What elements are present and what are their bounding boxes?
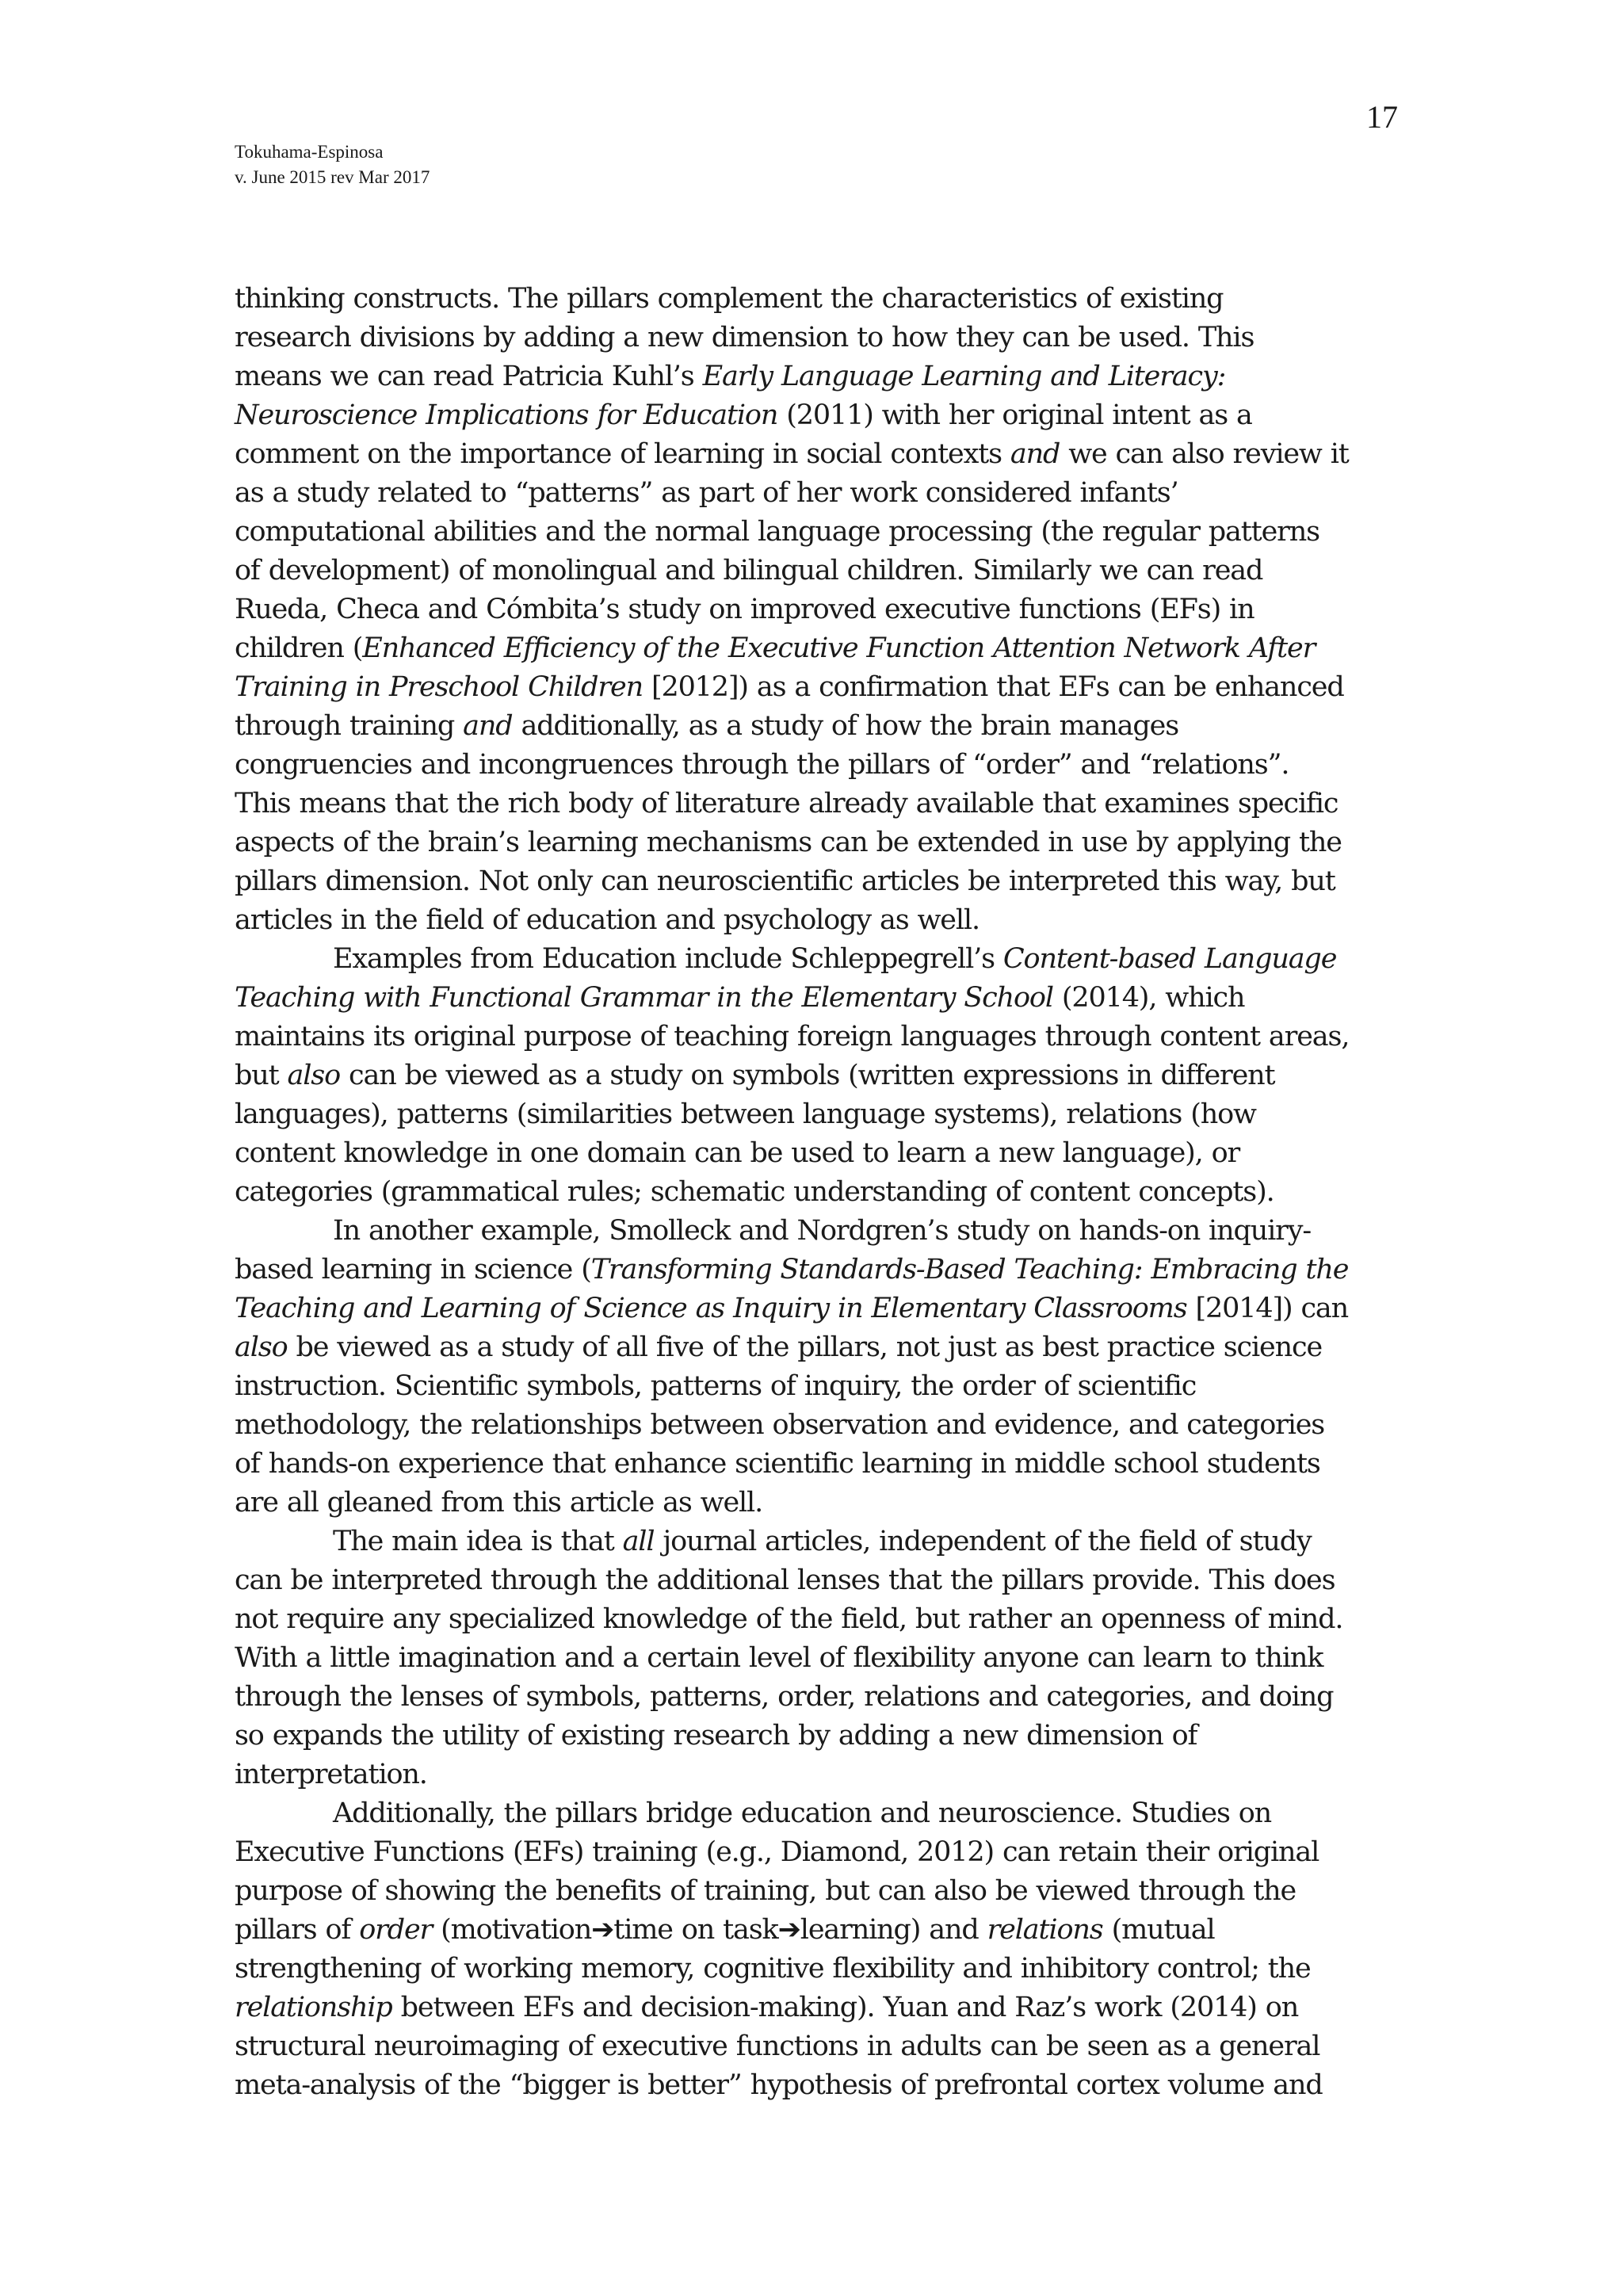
text-line	[235, 1484, 1407, 1522]
text-segment: (motivation➔time on task➔learning) and	[432, 1914, 987, 1946]
text-line	[235, 901, 1407, 940]
text-line	[235, 823, 1407, 862]
text-line	[235, 1018, 1407, 1056]
text-segment: be viewed as a study of all five of the pillars, not just as best practice science	[287, 1331, 1323, 1363]
text-segment: through training	[235, 710, 464, 742]
text-segment: aspects of the brain’s learning mechanisms can be extended in use by applying the	[235, 827, 1342, 858]
text-segment: strengthening of working memory, cognitive flexibility and inhibitory control; the	[235, 1953, 1311, 1985]
text-line	[235, 552, 1407, 590]
text-line	[235, 746, 1407, 785]
text-segment: This means that the rich body of literature already available that examines specific	[235, 788, 1338, 819]
italic-text: and	[1010, 438, 1060, 470]
text-line	[235, 1445, 1407, 1484]
text-line	[235, 513, 1407, 552]
italic-text: Training in Preschool Children	[235, 671, 643, 703]
text-segment: In another example, Smolleck and Nordgren’s study on hands-on inquiry-	[333, 1215, 1312, 1247]
italic-text: Content-based Language	[1002, 943, 1337, 975]
running-head-version: v. June 2015 rev Mar 2017	[235, 167, 430, 187]
italic-text: Teaching and Learning of Science as Inquiry in Elementary Classrooms	[235, 1293, 1187, 1324]
italic-text: all	[622, 1526, 655, 1557]
text-segment: content knowledge in one domain can be used to learn a new language), or	[235, 1137, 1240, 1169]
text-line	[235, 1950, 1407, 1988]
text-line	[235, 1717, 1407, 1755]
italic-text: Early Language Learning and Literacy:	[702, 361, 1226, 392]
text-line	[235, 1755, 1407, 1794]
italic-text: also	[235, 1331, 288, 1363]
text-segment: research divisions by adding a new dimension to how they can be used. This	[235, 322, 1254, 353]
text-segment: With a little imagination and a certain level of flexibility anyone can learn to think	[235, 1642, 1323, 1674]
text-line	[235, 280, 1407, 319]
text-line	[235, 2066, 1407, 2105]
text-segment: instruction. Scientific symbols, patterns of inquiry, the order of scientific	[235, 1370, 1197, 1402]
paragraph-first-line	[235, 1794, 1407, 1833]
text-segment: (2014), which	[1052, 982, 1245, 1014]
text-line	[235, 1988, 1407, 2027]
text-segment: meta-analysis of the “bigger is better” hypothesis of prefrontal cortex volume and	[235, 2069, 1323, 2101]
text-line	[235, 319, 1407, 357]
text-segment: maintains its original purpose of teaching foreign languages through content areas,	[235, 1021, 1350, 1052]
body-text	[235, 280, 1407, 2105]
text-segment: congruencies and incongruences through the pillars of “order” and “relations”.	[235, 749, 1289, 781]
text-line	[235, 1134, 1407, 1173]
text-segment: purpose of showing the benefits of training, but can also be viewed through the	[235, 1875, 1296, 1907]
text-line	[235, 1872, 1407, 1911]
text-line	[235, 1639, 1407, 1678]
text-segment: means we can read Patricia Kuhl’s	[235, 361, 703, 392]
text-line	[235, 1833, 1407, 1872]
text-segment: thinking constructs. The pillars complement the characteristics of existing	[235, 283, 1224, 315]
text-segment: pillars of	[235, 1914, 360, 1946]
italic-text: order	[359, 1914, 433, 1946]
running-head	[235, 139, 430, 190]
text-segment: [2014]) can	[1186, 1293, 1349, 1324]
text-segment: but	[235, 1060, 288, 1091]
text-segment: Rueda, Checa and Cómbita’s study on improved executive functions (EFs) in	[235, 594, 1254, 625]
text-segment: of development) of monolingual and bilingual children. Similarly we can read	[235, 555, 1263, 586]
text-segment: interpretation.	[235, 1759, 427, 1790]
text-line	[235, 1561, 1407, 1600]
text-segment: based learning in science (	[235, 1254, 591, 1286]
text-segment: journal articles, independent of the field of study	[654, 1526, 1312, 1557]
text-segment: (mutual	[1102, 1914, 1215, 1946]
text-segment: (2011) with her original intent as a	[777, 399, 1252, 431]
text-line	[235, 707, 1407, 746]
text-segment: additionally, as a study of how the brain manages	[512, 710, 1179, 742]
text-line	[235, 2027, 1407, 2066]
text-line	[235, 1911, 1407, 1950]
paragraph-first-line	[235, 940, 1407, 979]
text-line	[235, 590, 1407, 629]
text-line	[235, 1056, 1407, 1095]
text-segment: articles in the field of education and psychology as well.	[235, 904, 980, 936]
text-line	[235, 668, 1407, 707]
text-line	[235, 1328, 1407, 1367]
text-segment: Examples from Education include Schleppegrell’s	[333, 943, 1003, 975]
text-line	[235, 785, 1407, 823]
paragraph-first-line	[235, 1212, 1407, 1251]
text-segment: through the lenses of symbols, patterns, order, relations and categories, and doing	[235, 1681, 1334, 1713]
text-line	[235, 1289, 1407, 1328]
italic-text: Enhanced Efficiency of the Executive Function Attention Network After	[362, 632, 1316, 664]
text-segment: can be viewed as a study on symbols (written expressions in different	[340, 1060, 1275, 1091]
text-line	[235, 357, 1407, 396]
text-line	[235, 1251, 1407, 1289]
page-number: 17	[1366, 99, 1398, 135]
text-segment: can be interpreted through the additional lenses that the pillars provide. This does	[235, 1564, 1335, 1596]
text-segment: not require any specialized knowledge of the field, but rather an openness of mind.	[235, 1603, 1343, 1635]
italic-text: and	[463, 710, 513, 742]
italic-text: Teaching with Functional Grammar in the Elementary School	[235, 982, 1053, 1014]
text-line	[235, 1406, 1407, 1445]
text-segment: languages), patterns (similarities between language systems), relations (how	[235, 1098, 1256, 1130]
text-line	[235, 1600, 1407, 1639]
text-line	[235, 1173, 1407, 1212]
text-segment: methodology, the relationships between observation and evidence, and categories	[235, 1409, 1325, 1441]
text-segment: as a study related to “patterns” as part of her work considered infants’	[235, 477, 1178, 509]
text-line	[235, 862, 1407, 901]
text-segment: of hands-on experience that enhance scientific learning in middle school students	[235, 1448, 1320, 1480]
text-segment: children (	[235, 632, 363, 664]
text-line	[235, 396, 1407, 435]
italic-text: relations	[987, 1914, 1103, 1946]
italic-text: Transforming Standards-Based Teaching: Embracing the	[590, 1254, 1349, 1286]
text-segment: we can also review it	[1060, 438, 1349, 470]
text-line	[235, 474, 1407, 513]
text-line	[235, 979, 1407, 1018]
text-segment: Additionally, the pillars bridge education and neuroscience. Studies on	[333, 1797, 1272, 1829]
text-line	[235, 1367, 1407, 1406]
text-segment: computational abilities and the normal language processing (the regular patterns	[235, 516, 1319, 548]
text-line	[235, 629, 1407, 668]
italic-text: relationship	[235, 1992, 392, 2023]
italic-text: Neuroscience Implications for Education	[235, 399, 778, 431]
paragraph-first-line	[235, 1522, 1407, 1561]
text-segment: comment on the importance of learning in social contexts	[235, 438, 1010, 470]
text-segment: Executive Functions (EFs) training (e.g., Diamond, 2012) can retain their original	[235, 1836, 1319, 1868]
text-segment: pillars dimension. Not only can neuroscientific articles be interpreted this way, but	[235, 865, 1335, 897]
text-segment: categories (grammatical rules; schematic understanding of content concepts).	[235, 1176, 1274, 1208]
text-line	[235, 1095, 1407, 1134]
text-segment: The main idea is that	[333, 1526, 623, 1557]
running-head-author: Tokuhama-Espinosa	[235, 142, 384, 162]
text-segment: so expands the utility of existing research by adding a new dimension of	[235, 1720, 1197, 1752]
text-line	[235, 1678, 1407, 1717]
text-segment: are all gleaned from this article as well.	[235, 1487, 763, 1519]
text-segment: [2012]) as a confirmation that EFs can be enhanced	[642, 671, 1344, 703]
text-segment: between EFs and decision-making). Yuan and Raz’s work (2014) on	[391, 1992, 1299, 2023]
text-segment: structural neuroimaging of executive functions in adults can be seen as a general	[235, 2030, 1320, 2062]
text-line	[235, 435, 1407, 474]
italic-text: also	[287, 1060, 341, 1091]
